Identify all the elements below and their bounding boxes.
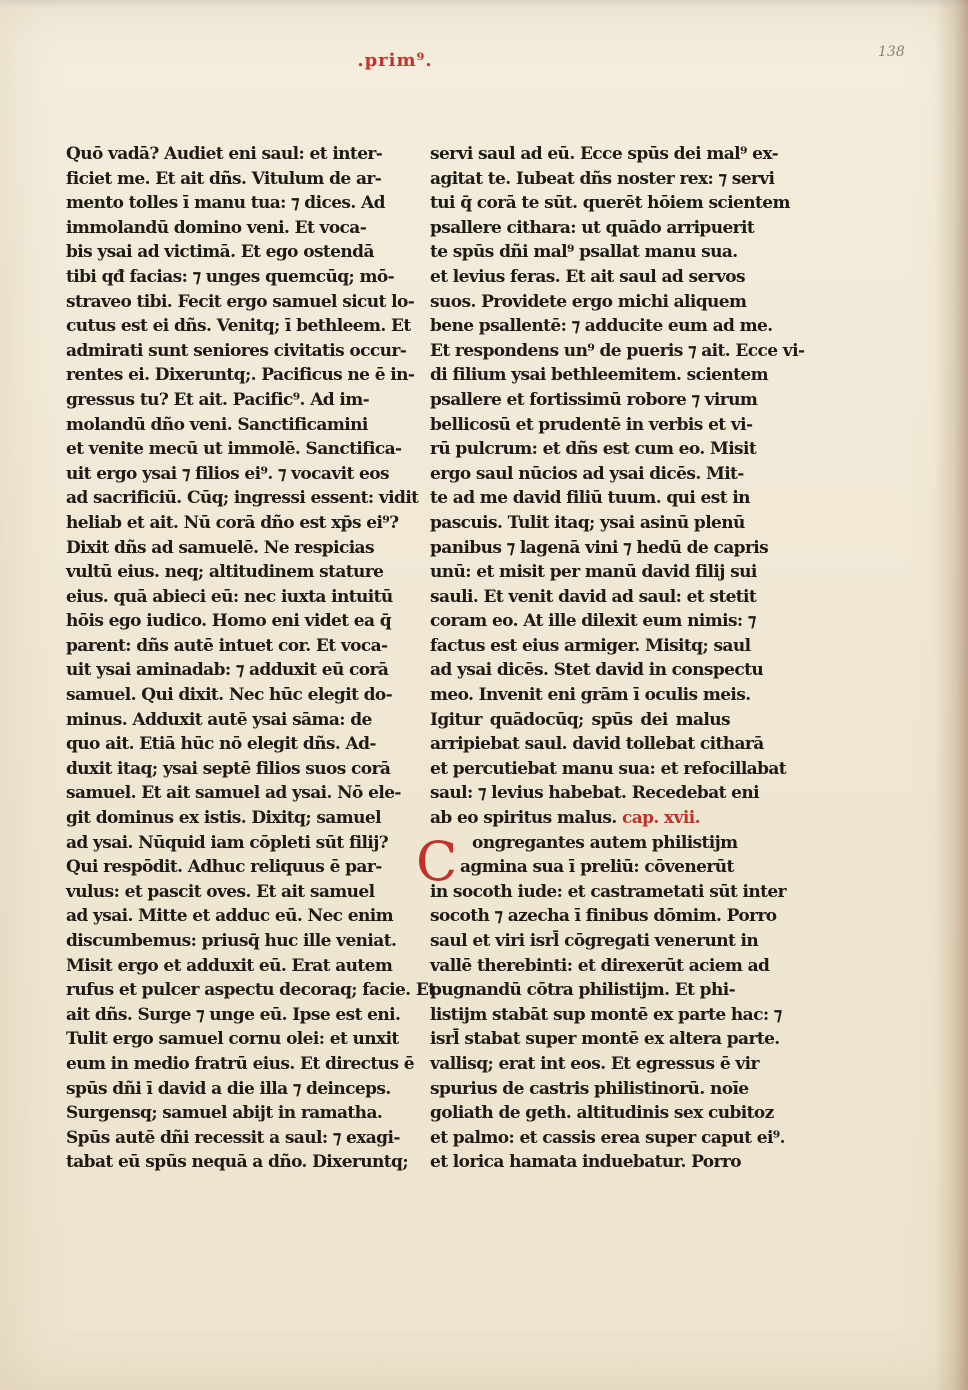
text-line: vallisq; erat int eos. Et egressus ē vir: [430, 1053, 759, 1074]
text-line: agitat te. Iubeat dñs noster rex: ⁊ servi: [430, 168, 775, 189]
text-line: listijm stabāt sup montē ex parte hac: ⁊: [430, 1004, 782, 1025]
text-line: vultū eius. neq; altitudinem stature: [66, 562, 384, 583]
text-line: rū pulcrum: et dñs est cum eo. Misit: [430, 439, 757, 460]
text-line: panibus ⁊ lagenā vini ⁊ hedū de capris: [430, 537, 769, 558]
text-line: psallere cithara: ut quādo arripuerit: [430, 217, 755, 238]
text-line: molandū dño veni. Sanctificamini: [66, 414, 368, 435]
text-line: bellicosū et prudentē in verbis et vi-: [430, 414, 753, 435]
text-line: vulus: et pascit oves. Et ait samuel: [66, 881, 375, 902]
running-head: .prim⁹.: [357, 50, 433, 71]
text-line: servi saul ad eū. Ecce spūs dei mal⁹ ex-: [430, 144, 779, 164]
text-line: Qui respōdit. Adhuc reliquus ē par-: [66, 857, 382, 878]
text-line: coram eo. At ille dilexit eum nimis: ⁊: [430, 611, 756, 632]
text-line: te spūs dñi mal⁹ psallat manu sua.: [430, 242, 738, 263]
text-line: ad ysai. Nūquid iam cōpleti sūt filij?: [66, 832, 389, 853]
text-line: Igitur quādocūq; spūs dei malus: [430, 709, 730, 730]
page-right-edge: [934, 0, 968, 1390]
chapter-rubric: cap. xvii.: [616, 808, 700, 829]
text-line: te ad me david filiū tuum. qui est in: [430, 488, 750, 509]
text-line: duxit itaq; ysai septē filios suos corā: [66, 758, 391, 779]
text-line: vallē therebinti: et direxerūt aciem ad: [430, 955, 770, 976]
text-line: git dominus ex istis. Dixitq; samuel: [66, 808, 381, 829]
text-line: Tulit ergo samuel cornu olei: et unxit: [66, 1029, 399, 1050]
text-line: spūs dñi ī david a die illa ⁊ deinceps.: [66, 1078, 391, 1099]
text-line: Misit ergo et adduxit eū. Erat autem: [66, 955, 393, 976]
text-line: Et respondens un⁹ de pueris ⁊ ait. Ecce vi-: [430, 340, 805, 361]
text-line: isrl̄ stabat super montē ex altera parte.: [430, 1029, 780, 1050]
text-line: pugnandū cōtra philistijm. Et phi-: [430, 980, 736, 1001]
text-line: di filium ysai bethleemitem. scientem: [430, 365, 769, 386]
decorated-initial: C: [416, 829, 457, 893]
text-line: et palmo: et cassis erea super caput ei⁹.: [430, 1127, 785, 1148]
text-line: ad ysai. Mitte et adduc eū. Nec enim: [66, 906, 393, 927]
text-line: arripiebat saul. david tollebat citharā: [430, 734, 764, 755]
text-line: hōis ego iudico. Homo eni videt ea q̄: [66, 611, 392, 632]
text-line: tibi qđ facias: ⁊ unges quemcūq; mō-: [66, 266, 395, 287]
text-line: discumbemus: priusq̄ huc ille veniat.: [66, 931, 397, 951]
text-line: parent: dñs autē intuet cor. Et voca-: [66, 635, 388, 656]
text-line: uit ysai aminadab: ⁊ adduxit eū corā: [66, 660, 389, 681]
text-line: ad ysai dicēs. Stet david in conspectu: [430, 660, 764, 681]
text-line-content: ongregantes autem philistijm: [472, 832, 738, 853]
text-line: eius. quā abieci eū: nec iuxta intuitū: [66, 586, 393, 607]
left-column: [66, 142, 436, 1175]
text-line: Dixit dñs ad samuelē. Ne respicias: [66, 537, 374, 558]
text-line: Surgensq; samuel abijt in ramatha.: [66, 1103, 383, 1124]
text-line: saul: ⁊ levius habebat. Recedebat eni: [430, 783, 760, 804]
text-line: unū: et misit per manū david filij sui: [430, 562, 757, 583]
text-line: saul et viri isrl̄ cōgregati venerunt in: [430, 931, 759, 951]
text-line: ficiet me. Et ait dñs. Vitulum de ar-: [66, 168, 382, 189]
text-line: ait dñs. Surge ⁊ unge eū. Ipse est eni.: [66, 1004, 401, 1025]
text-line: Spūs autē dñi recessit a saul: ⁊ exagi-: [66, 1127, 400, 1148]
text-line: et venite mecū ut immolē. Sanctifica-: [66, 439, 402, 460]
text-line: et lorica hamata induebatur. Porro: [430, 1152, 741, 1173]
folio-number: 138: [878, 44, 905, 60]
text-line: bene psallentē: ⁊ adducite eum ad me.: [430, 316, 773, 337]
text-line: rufus et pulcer aspectu decoraq; facie. Et: [66, 980, 436, 1001]
text-line: Quō vadā? Audiet eni saul: et inter-: [66, 144, 383, 164]
text-line: et percutiebat manu sua: et refocillabat: [430, 758, 787, 779]
text-line: rentes ei. Dixeruntq;. Pacificus ne ē in-: [66, 365, 415, 386]
text-line: factus est eius armiger. Misitq; saul: [430, 635, 751, 656]
right-column: [416, 142, 805, 1175]
text-line: bis ysai ad victimā. Et ego ostendā: [66, 242, 374, 263]
text-line: mento tolles ī manu tua: ⁊ dices. Ad: [66, 193, 385, 214]
text-line: immolandū domino veni. Et voca-: [66, 217, 367, 238]
text-line: samuel. Qui dixit. Nec hūc elegit do-: [66, 685, 393, 706]
text-line: gressus tu? Et ait. Pacific⁹. Ad im-: [66, 389, 370, 410]
text-line: admirati sunt seniores civitatis occur-: [66, 340, 407, 361]
text-line: ergo saul nūcios ad ysai dicēs. Mit-: [430, 463, 744, 484]
text-line: eum in medio fratrū eius. Et directus ē: [66, 1053, 414, 1074]
text-line: heliab et ait. Nū corā dño est xp̄s ei⁹?: [66, 512, 399, 533]
text-line: et levius feras. Et ait saul ad servos: [430, 266, 746, 287]
text-line: in socoth iude: et castrametati sūt inter: [430, 881, 786, 902]
text-line: samuel. Et ait samuel ad ysai. Nō ele-: [66, 783, 401, 804]
text-line: spurius de castris philistinorū. noīe: [430, 1078, 749, 1099]
text-line: sauli. Et venit david ad saul: et stetit: [430, 586, 757, 607]
text-line: ab eo spiritus malus. cap. xvii.: [430, 808, 700, 829]
page-top-edge: [0, 0, 968, 8]
text-line: agmina sua ī preliū: cōvenerūt: [460, 857, 734, 878]
text-line: minus. Adduxit autē ysai sāma: de: [66, 709, 372, 730]
text-line: pascuis. Tulit itaq; ysai asinū plenū: [430, 512, 745, 533]
text-line: uit ergo ysai ⁊ filios ei⁹. ⁊ vocavit eos: [66, 463, 389, 484]
text-line: tui q̄ corā te sūt. querēt hōiem scientem: [430, 193, 790, 214]
text-line: goliath de geth. altitudinis sex cubitoz: [430, 1103, 774, 1124]
text-line: straveo tibi. Fecit ergo samuel sicut lo-: [66, 291, 415, 312]
text-line: suos. Providete ergo michi aliquem: [430, 291, 747, 312]
text-line: quo ait. Etiā hūc nō elegit dñs. Ad-: [66, 734, 376, 755]
text-line: socoth ⁊ azecha ī finibus dōmim. Porro: [430, 906, 777, 927]
text-line: psallere et fortissimū robore ⁊ virum: [430, 389, 758, 410]
text-line: meo. Invenit eni grām ī oculis meis.: [430, 685, 751, 706]
text-line: ad sacrificiū. Cūq; ingressi essent: vidit: [66, 488, 419, 509]
text-line: cutus est ei dñs. Venitq; ī bethleem. Et: [66, 316, 411, 337]
text-line: tabat eū spūs nequā a dño. Dixeruntq;: [66, 1152, 408, 1173]
